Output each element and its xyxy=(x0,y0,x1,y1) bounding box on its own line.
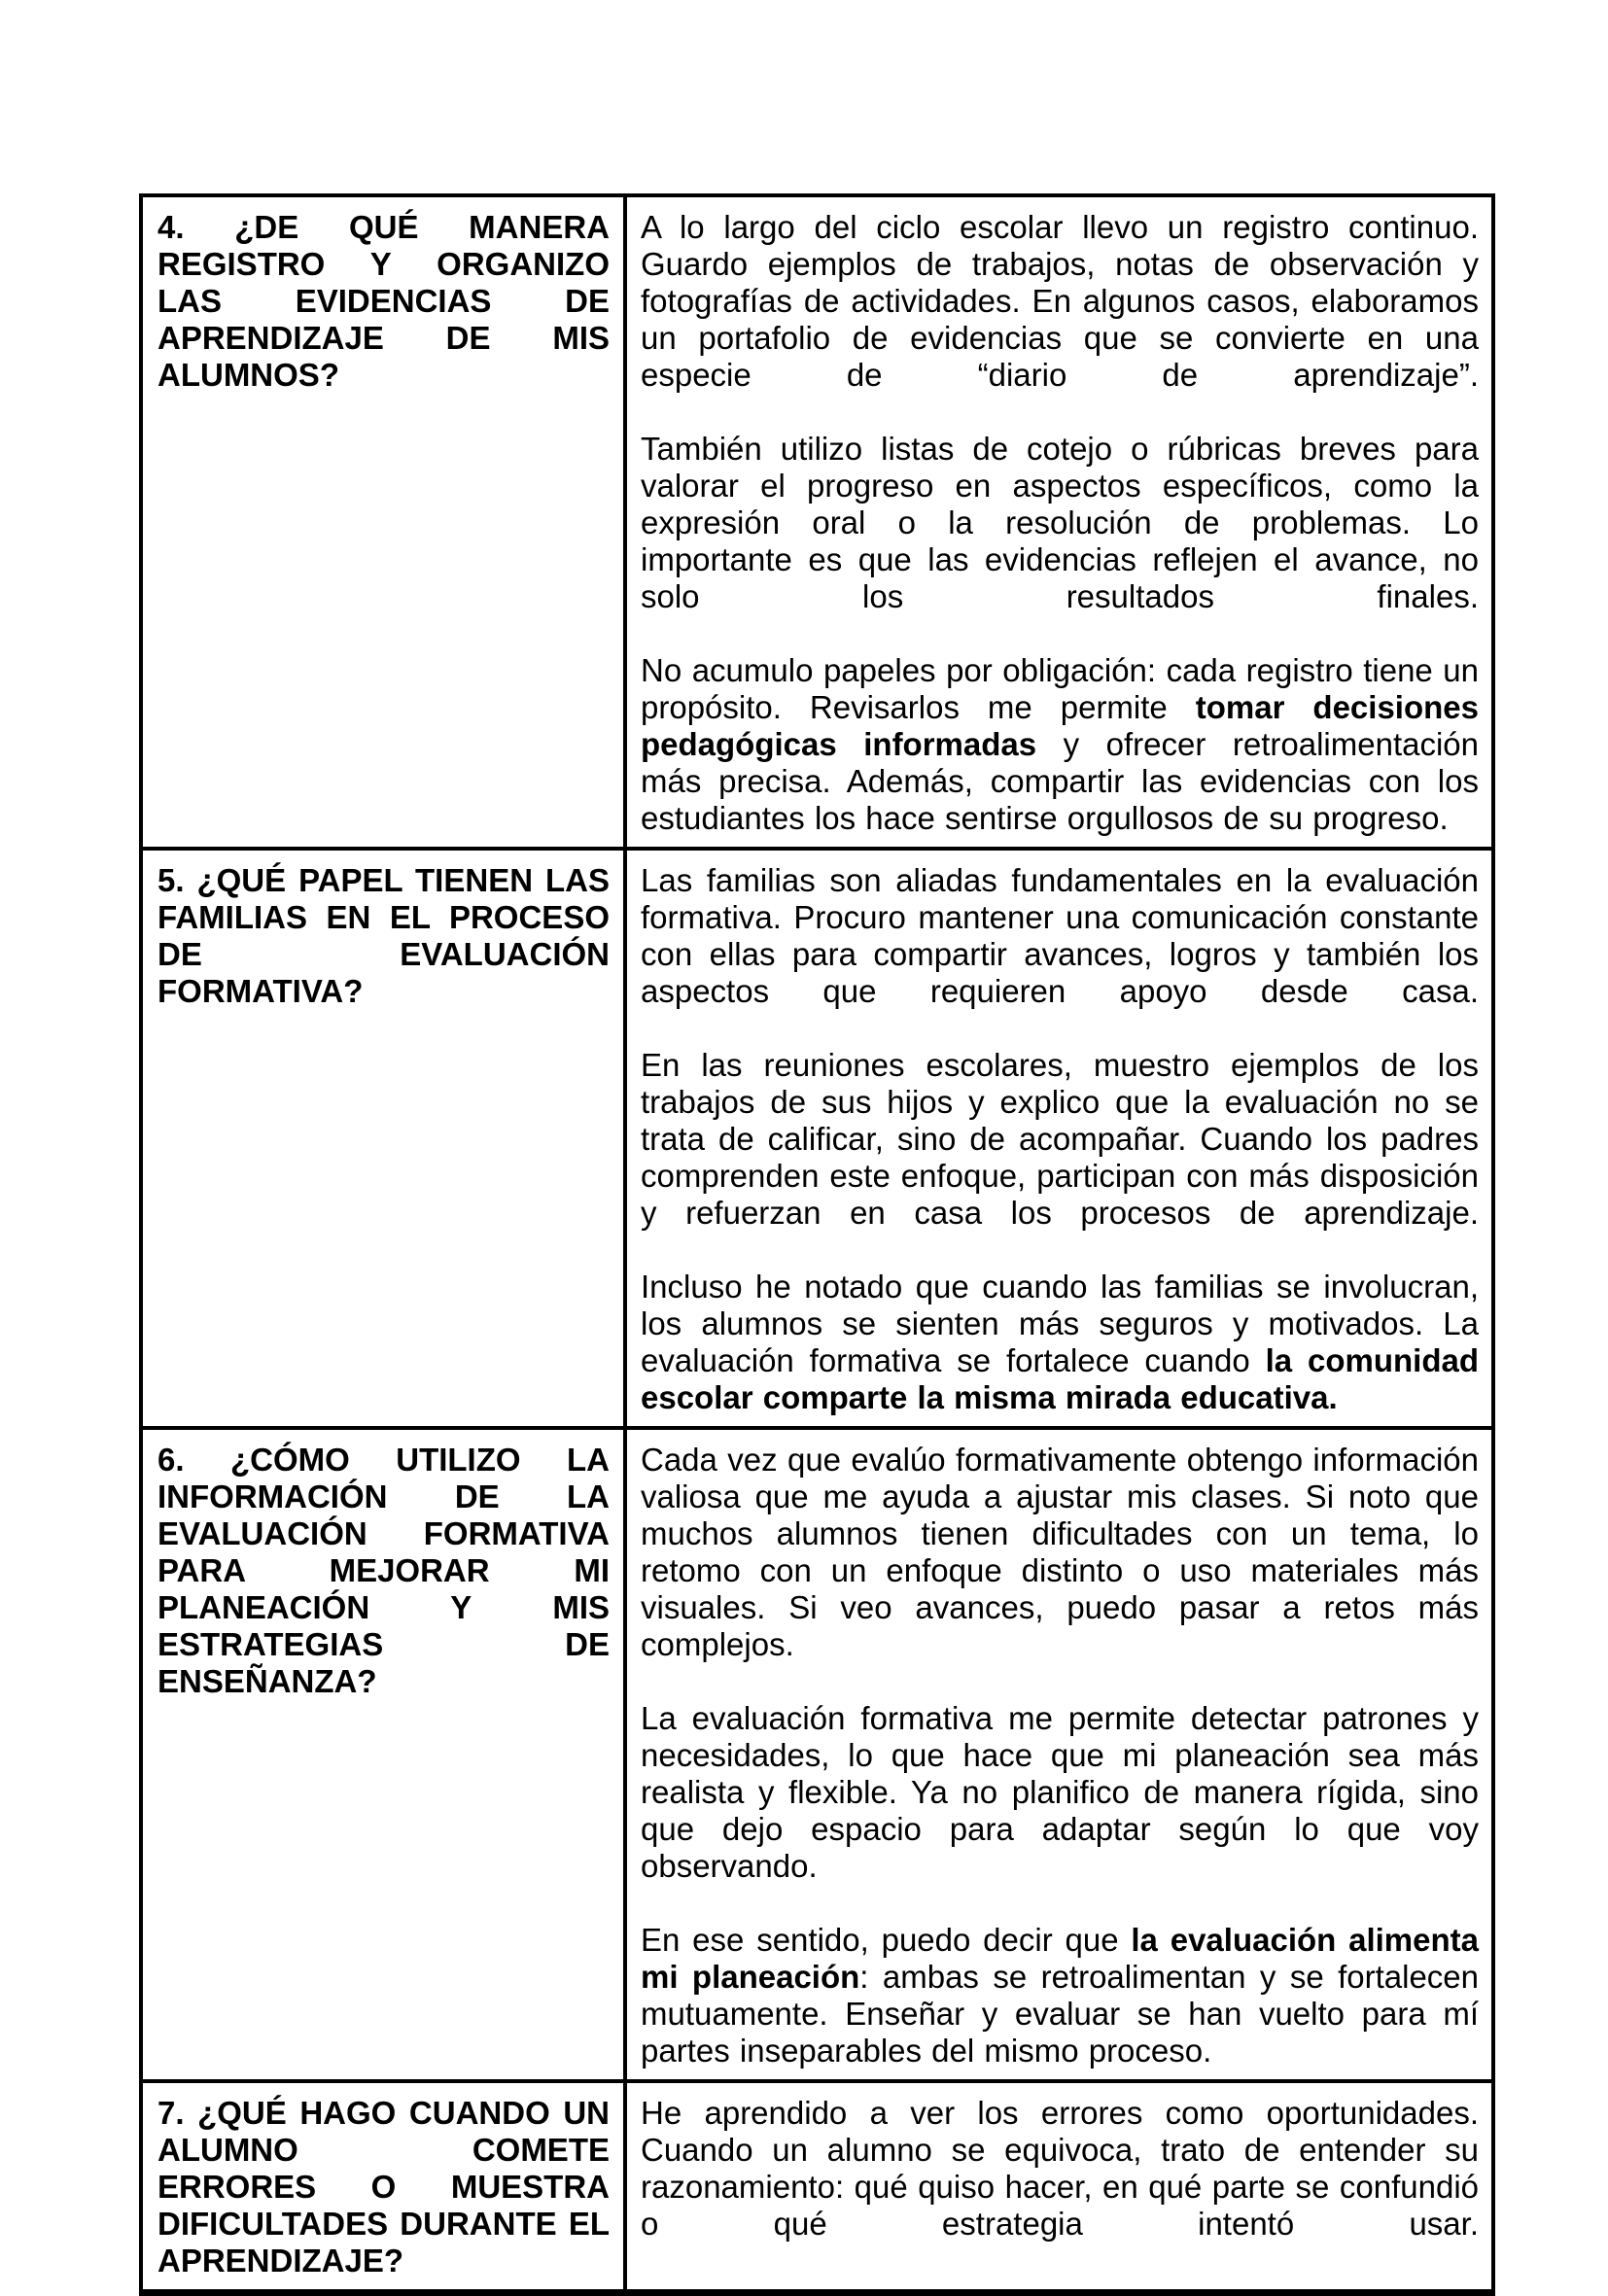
table-row xyxy=(141,1428,1493,2081)
qa-table xyxy=(139,193,1495,2296)
answer-cell xyxy=(625,849,1493,1428)
answer-text: Las familias son aliadas fundamentales en la evaluación formativa. Procuro mantener una comunicación constante con ellas para compartir avances, logros y también los aspectos que requieren apoyo desde casa. xyxy=(641,862,1479,1009)
answer-bold-text: tomar decisiones pedagógicas informadas xyxy=(641,689,1479,762)
question-cell xyxy=(141,1428,625,2081)
answer-paragraph xyxy=(641,862,1479,1010)
answer-paragraph xyxy=(641,209,1479,394)
table-row xyxy=(141,195,1493,849)
answer-bold-text: la evaluación alimenta mi planeación xyxy=(641,1922,1479,1995)
question-text: 4. ¿DE QUÉ MANERA REGISTRO Y ORGANIZO LAS EVIDENCIAS DE APRENDIZAJE DE MIS ALUMNOS? xyxy=(157,209,610,393)
answer-text: Cada vez que evalúo formativamente obtengo información valiosa que me ayuda a ajustar mis clases. Si noto que muchos alumnos tienen dificultades con un tema, lo retomo con un enfoque distinto o uso materiales más visuales. Si veo avances, puedo pasar a retos más complejos. xyxy=(641,1442,1479,1662)
answer-text: y ofrecer retroalimentación más precisa. Además, compartir las evidencias con los estudiantes los hace sentirse orgullosos de su progreso. xyxy=(641,726,1480,836)
question-cell xyxy=(141,849,625,1428)
answer-text: A lo largo del ciclo escolar llevo un registro continuo. Guardo ejemplos de trabajos, notas de observación y fotografías de actividades. En algunos casos, elaboramos un portafolio de evidencias que se convierte en una especie de “diario de aprendizaje”. xyxy=(641,209,1479,393)
answer-cell xyxy=(625,2081,1493,2293)
question-cell xyxy=(141,195,625,849)
answer-text: He aprendido a ver los errores como oportunidades. Cuando un alumno se equivoca, trato de entender su razonamiento: qué quiso hacer, en qué parte se confundió o qué estrategia intentó usar. xyxy=(641,2095,1479,2242)
answer-paragraph xyxy=(641,1047,1479,1232)
answer-text: La evaluación formativa me permite detectar patrones y necesidades, lo que hace que mi planeación sea más realista y flexible. Ya no planifico de manera rígida, sino que dejo espacio para adaptar según lo que voy observando. xyxy=(641,1700,1479,1884)
answer-cell xyxy=(625,195,1493,849)
question-cell xyxy=(141,2081,625,2293)
answer-text: No acumulo papeles por obligación: cada registro tiene un propósito. Revisarlos me permite xyxy=(641,652,1479,725)
answer-bold-text: la comunidad escolar comparte la misma mirada educativa. xyxy=(641,1342,1479,1415)
answer-paragraph xyxy=(641,431,1479,615)
answer-paragraph xyxy=(641,1700,1479,1885)
answer-cell xyxy=(625,1428,1493,2081)
answer-text: También utilizo listas de cotejo o rúbricas breves para valorar el progreso en aspectos específicos, como la expresión oral o la resolución de problemas. Lo importante es que las evidencias reflejen el avance, no solo los resultados finales. xyxy=(641,431,1479,614)
answer-text: : ambas se retroalimentan y se fortalecen mutuamente. Enseñar y evaluar se han vuelto para mí partes inseparables del mismo proceso. xyxy=(641,1959,1479,2069)
answer-text: Incluso he notado que cuando las familias se involucran, los alumnos se sienten más seguros y motivados. La evaluación formativa se fortalece cuando xyxy=(641,1269,1479,1378)
answer-paragraph xyxy=(641,1442,1479,1663)
question-text: 7. ¿QUÉ HAGO CUANDO UN ALUMNO COMETE ERRORES O MUESTRA DIFICULTADES DURANTE EL APRENDIZAJE? xyxy=(157,2095,610,2279)
question-text: 6. ¿CÓMO UTILIZO LA INFORMACIÓN DE LA EVALUACIÓN FORMATIVA PARA MEJORAR MI PLANEACIÓN Y MIS ESTRATEGIAS DE ENSEÑANZA? xyxy=(157,1442,610,1699)
table-row xyxy=(141,2081,1493,2293)
answer-paragraph xyxy=(641,1269,1479,1416)
qa-table-body xyxy=(141,195,1493,2293)
answer-text: En las reuniones escolares, muestro ejemplos de los trabajos de sus hijos y explico que la evaluación no se trata de calificar, sino de acompañar. Cuando los padres comprenden este enfoque, participan con más disposición y refuerzan en casa los procesos de aprendizaje. xyxy=(641,1047,1479,1231)
answer-text: En ese sentido, puedo decir que xyxy=(641,1922,1132,1958)
answer-paragraph xyxy=(641,2095,1479,2243)
question-text: 5. ¿QUÉ PAPEL TIENEN LAS FAMILIAS EN EL PROCESO DE EVALUACIÓN FORMATIVA? xyxy=(157,862,610,1009)
answer-paragraph xyxy=(641,1922,1479,2070)
table-row xyxy=(141,849,1493,1428)
answer-paragraph xyxy=(641,652,1479,837)
